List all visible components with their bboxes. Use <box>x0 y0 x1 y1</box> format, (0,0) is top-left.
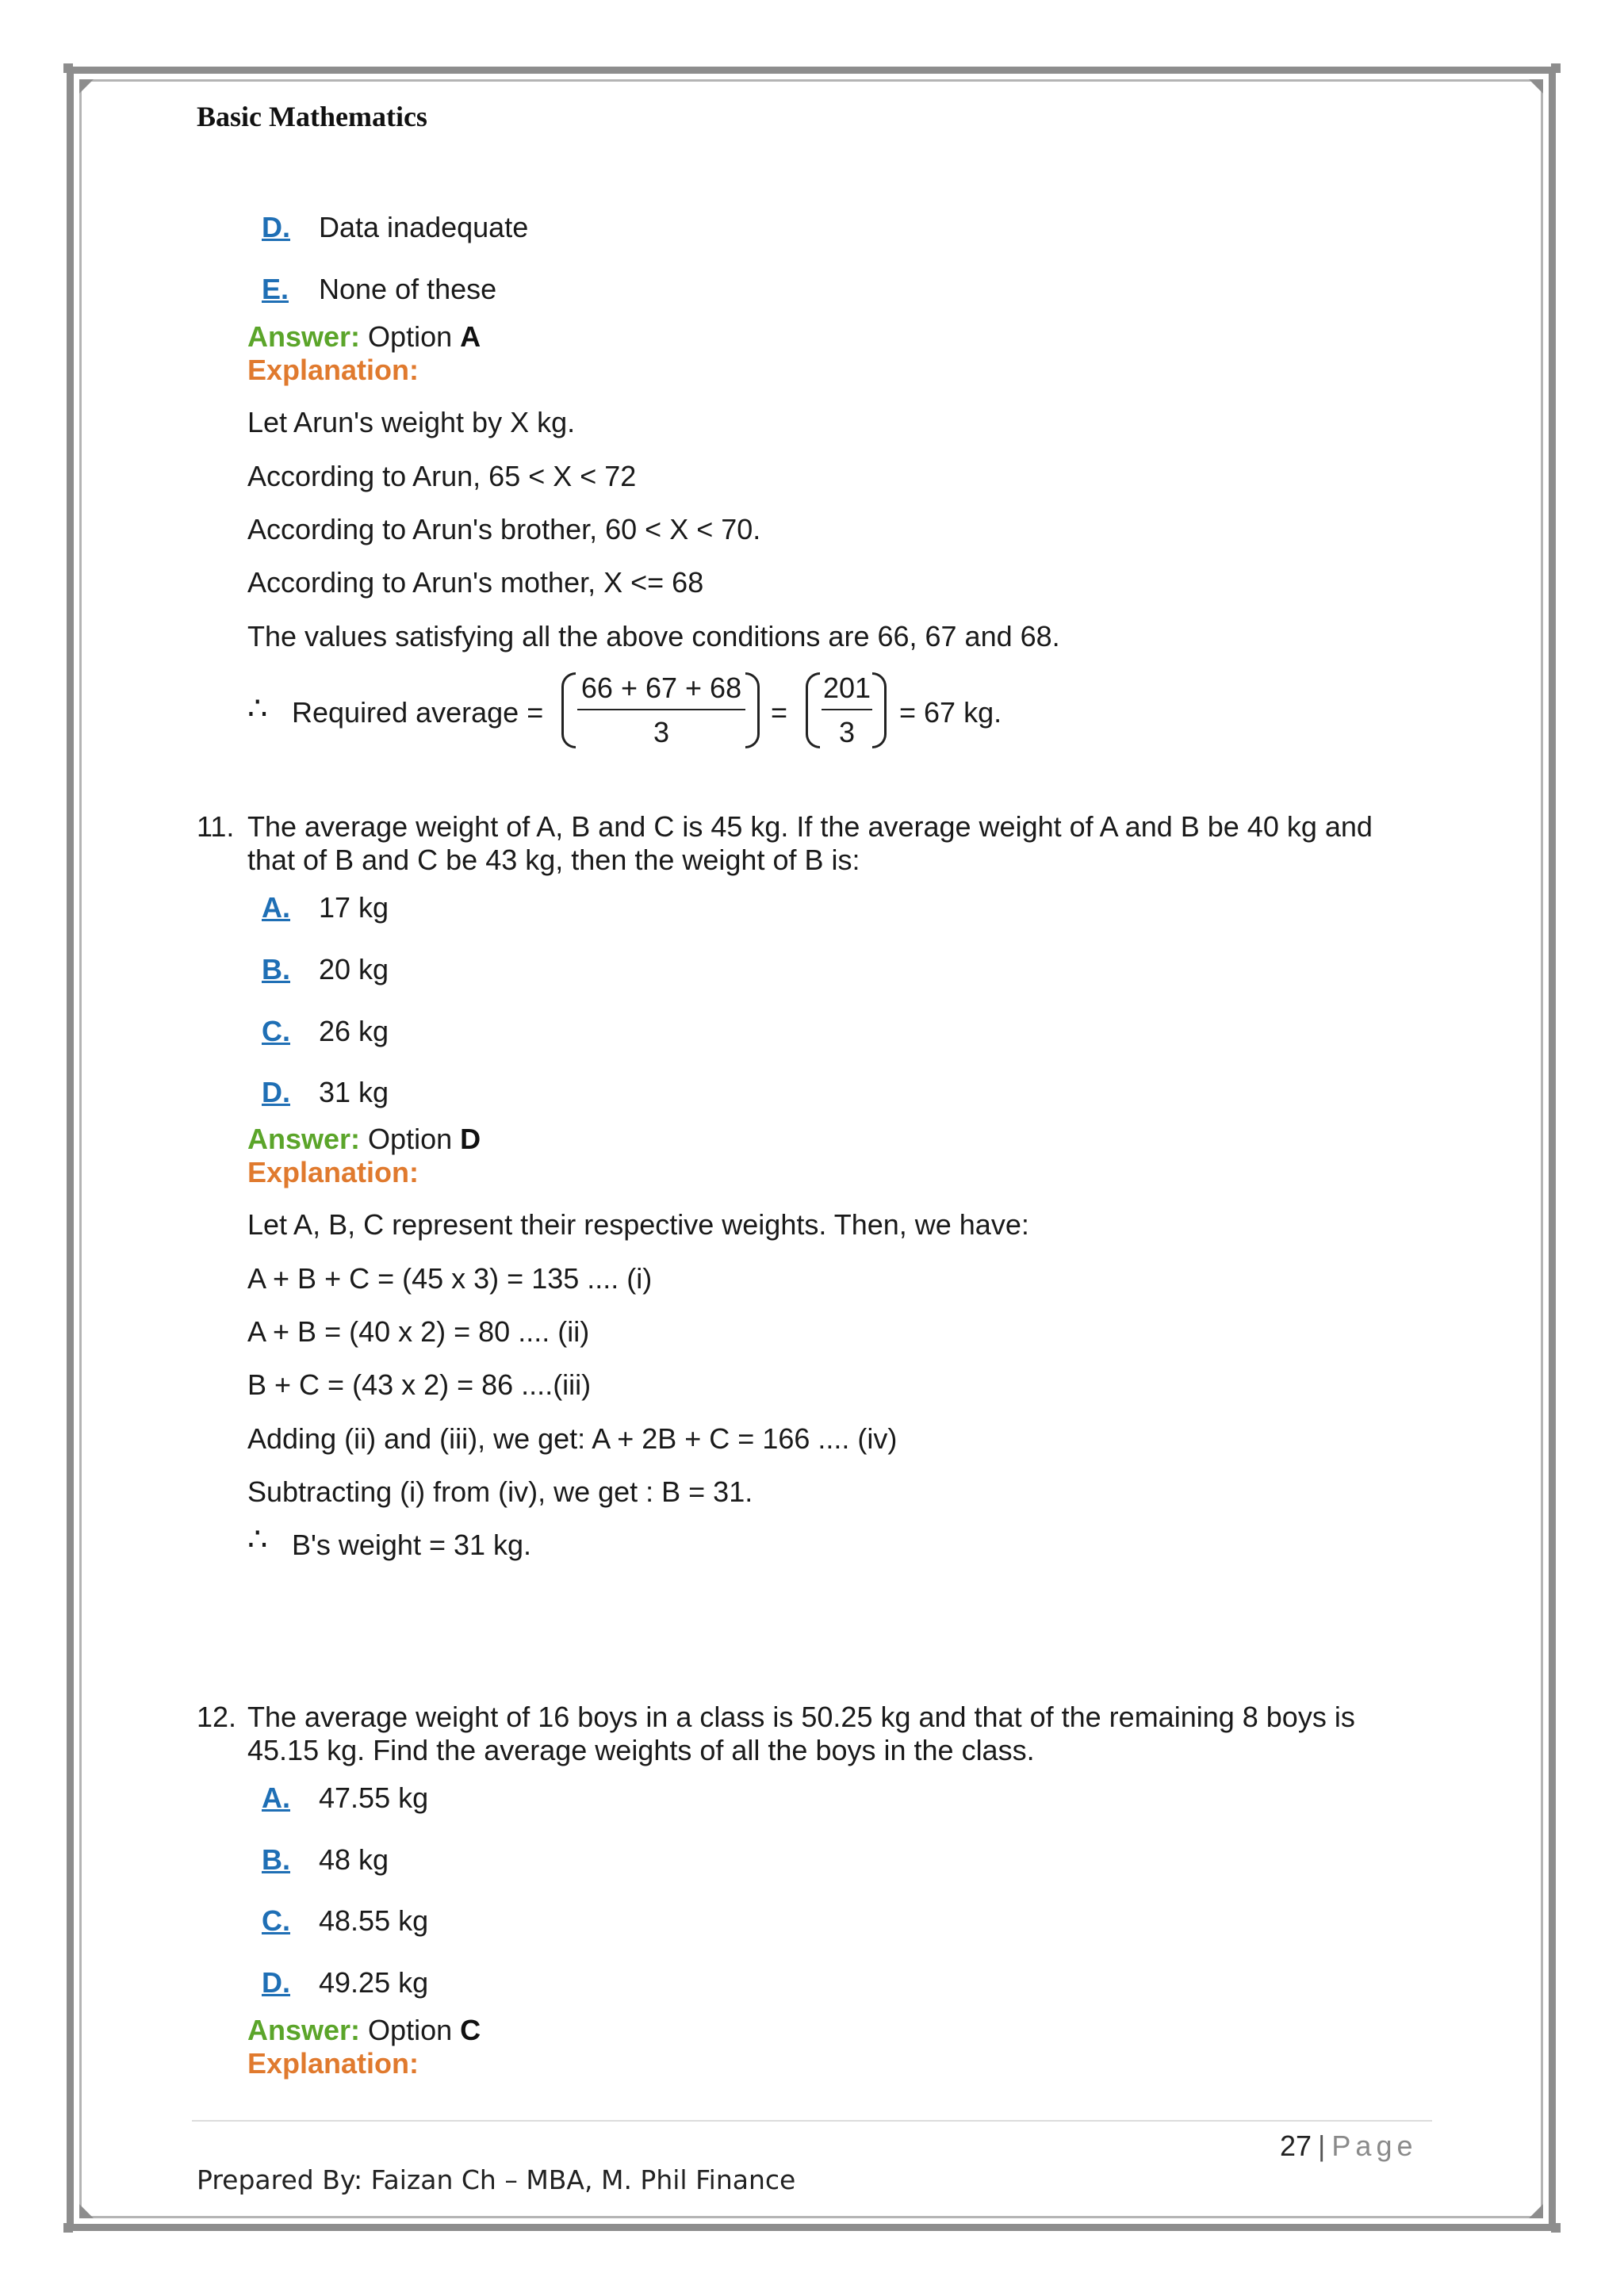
fraction-bar <box>577 709 745 710</box>
option-text: None of these <box>319 273 497 305</box>
option-letter-link[interactable]: A. <box>262 1781 290 1814</box>
frame-nub <box>1551 63 1561 73</box>
explanation-line: According to Arun's brother, 60 < X < 70. <box>247 513 761 545</box>
answer-label: Answer: <box>247 1123 361 1155</box>
left-paren <box>561 672 576 748</box>
q11-answer <box>247 1123 481 1156</box>
fraction-denominator: 3 <box>838 716 856 748</box>
question-text-line: The average weight of 16 boys in a class is 50.25 kg and that of the remaining 8 boys is <box>247 1701 1355 1733</box>
answer-label: Answer: <box>247 320 361 353</box>
page-word: Page <box>1331 2130 1418 2162</box>
option-letter-link[interactable]: D. <box>262 1076 290 1108</box>
therefore-symbol: ∴ <box>247 691 268 726</box>
option-letter-link[interactable]: C. <box>262 1904 290 1937</box>
prepared-by-footer: Prepared By: Faizan Ch – MBA, M. Phil Finance <box>197 2164 796 2195</box>
fraction-numerator: 201 <box>822 672 871 704</box>
corner-ornament-bottom-right <box>1529 2204 1543 2218</box>
frame-nub <box>63 2223 73 2233</box>
option-text: 49.25 kg <box>319 1966 429 1999</box>
explanation-line: Subtracting (i) from (iv), we get : B = 31. <box>247 1475 753 1508</box>
option-letter-link[interactable]: C. <box>262 1015 290 1047</box>
right-paren <box>745 672 760 748</box>
right-paren <box>872 672 887 748</box>
explanation-line: According to Arun's mother, X <= 68 <box>247 566 704 599</box>
option-letter-link[interactable]: B. <box>262 953 290 985</box>
explanation-line: The values satisfying all the above conditions are 66, 67 and 68. <box>247 620 1060 652</box>
answer-prefix: Option <box>368 2014 453 2046</box>
frame-nub <box>1551 2223 1561 2233</box>
option-letter-link[interactable]: D. <box>262 1966 290 1999</box>
explanation-line: According to Arun, 65 < X < 72 <box>247 460 637 492</box>
answer-prefix: Option <box>368 320 453 353</box>
option-letter-link[interactable]: B. <box>262 1843 290 1876</box>
q12-answer <box>247 2014 481 2047</box>
footer-divider <box>192 2120 1432 2122</box>
page-number-separator: | <box>1318 2130 1326 2162</box>
explanation-line: A + B + C = (45 x 3) = 135 .... (i) <box>247 1262 653 1295</box>
explanation-line: Let A, B, C represent their respective weights. Then, we have: <box>247 1208 1029 1241</box>
answer-letter: D <box>460 1123 481 1155</box>
explanation-line: Adding (ii) and (iii), we get: A + 2B + C = 166 .... (iv) <box>247 1422 898 1455</box>
option-text: 17 kg <box>319 891 389 924</box>
fraction-numerator: 66 + 67 + 68 <box>580 672 742 704</box>
corner-ornament-top-right <box>1529 79 1543 94</box>
q10-answer <box>247 320 481 354</box>
explanation-line: A + B = (40 x 2) = 80 .... (ii) <box>247 1315 590 1348</box>
frame-nub <box>63 63 73 73</box>
answer-letter: A <box>460 320 481 353</box>
page-number-value: 27 <box>1280 2130 1312 2162</box>
option-text: 47.55 kg <box>319 1781 429 1814</box>
formula-lead: Required average = <box>292 696 544 729</box>
option-letter-link[interactable]: A. <box>262 891 290 924</box>
answer-prefix: Option <box>368 1123 453 1155</box>
corner-ornament-bottom-left <box>79 2204 94 2218</box>
formula-equals: = <box>771 696 788 729</box>
q10-explanation-label: Explanation: <box>247 354 419 386</box>
left-paren <box>806 672 820 748</box>
option-text: 31 kg <box>319 1076 389 1108</box>
formula-result: = 67 kg. <box>899 696 1002 729</box>
q11-explanation-label: Explanation: <box>247 1156 419 1188</box>
option-text: 48.55 kg <box>319 1904 429 1937</box>
therefore-symbol: ∴ <box>247 1522 268 1557</box>
option-letter-link[interactable]: E. <box>262 273 289 305</box>
running-header: Basic Mathematics <box>197 101 427 132</box>
explanation-line: Let Arun's weight by X kg. <box>247 406 576 438</box>
question-number: 12. <box>197 1701 237 1733</box>
q12-explanation-label: Explanation: <box>247 2047 419 2080</box>
conclusion-line: B's weight = 31 kg. <box>292 1529 532 1561</box>
option-text: Data inadequate <box>319 211 529 243</box>
option-text: 26 kg <box>319 1015 389 1047</box>
answer-letter: C <box>460 2014 481 2046</box>
question-text-line: 45.15 kg. Find the average weights of all the boys in the class. <box>247 1734 1035 1766</box>
answer-label: Answer: <box>247 2014 361 2046</box>
option-text: 48 kg <box>319 1843 389 1876</box>
explanation-line: B + C = (43 x 2) = 86 ....(iii) <box>247 1368 592 1401</box>
question-text-line: The average weight of A, B and C is 45 kg. If the average weight of A and B be 40 kg and <box>247 810 1373 843</box>
option-letter-link[interactable]: D. <box>262 211 290 243</box>
fraction-bar <box>822 709 872 710</box>
option-text: 20 kg <box>319 953 389 985</box>
fraction-denominator: 3 <box>653 716 670 748</box>
page-number <box>1280 2130 1417 2163</box>
question-number: 11. <box>197 810 235 843</box>
corner-ornament-top-left <box>79 79 94 94</box>
question-text-line: that of B and C be 43 kg, then the weight of B is: <box>247 844 860 876</box>
